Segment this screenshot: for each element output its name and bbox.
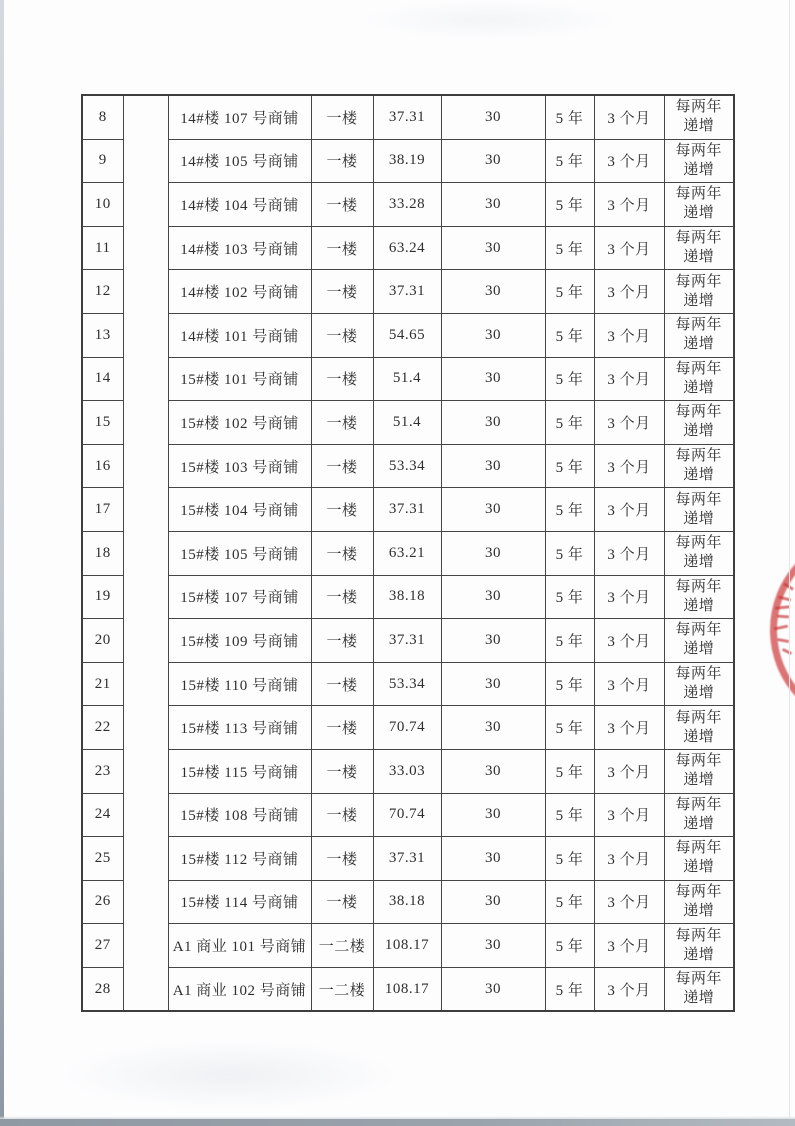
lease-term-cell: 5 年 xyxy=(545,924,594,968)
row-number-cell: 17 xyxy=(82,488,123,532)
floor-cell: 一楼 xyxy=(311,575,373,619)
escalation-line2: 递增 xyxy=(683,815,715,832)
escalation-line1: 每两年 xyxy=(675,535,722,552)
row-number-cell: 15 xyxy=(82,401,123,445)
escalation-cell xyxy=(664,749,734,793)
row-number-cell: 9 xyxy=(82,139,123,183)
escalation-cell xyxy=(664,531,734,575)
value-cell: 30 xyxy=(441,706,545,750)
escalation-line1: 每两年 xyxy=(675,404,722,421)
months-cell: 3 个月 xyxy=(594,967,664,1011)
floor-cell: 一楼 xyxy=(311,488,373,532)
shop-name-cell: 15#楼 114 号商铺 xyxy=(168,880,311,924)
escalation-line1: 每两年 xyxy=(675,666,722,683)
shop-name-cell: 15#楼 101 号商铺 xyxy=(168,357,311,401)
shop-name-cell: 14#楼 101 号商铺 xyxy=(168,313,311,357)
escalation-cell xyxy=(664,444,734,488)
shop-name-cell: 15#楼 115 号商铺 xyxy=(168,749,311,793)
lease-term-cell: 5 年 xyxy=(545,880,594,924)
scan-smudge xyxy=(360,0,620,40)
table-row xyxy=(82,183,734,227)
area-cell: 53.34 xyxy=(373,662,441,706)
escalation-line1: 每两年 xyxy=(675,753,722,770)
table-row xyxy=(82,793,734,837)
escalation-line2: 递增 xyxy=(683,118,715,135)
escalation-line1: 每两年 xyxy=(675,840,722,857)
escalation-line1: 每两年 xyxy=(675,883,722,900)
months-cell: 3 个月 xyxy=(594,488,664,532)
escalation-cell xyxy=(664,924,734,968)
row-number-cell: 28 xyxy=(82,967,123,1011)
escalation-line2: 递增 xyxy=(683,510,715,527)
floor-cell: 一楼 xyxy=(311,531,373,575)
row-number-cell: 25 xyxy=(82,837,123,881)
table-row xyxy=(82,619,734,663)
months-cell: 3 个月 xyxy=(594,95,664,139)
escalation-cell xyxy=(664,967,734,1011)
months-cell: 3 个月 xyxy=(594,793,664,837)
months-cell: 3 个月 xyxy=(594,924,664,968)
lease-term-cell: 5 年 xyxy=(545,662,594,706)
row-number-cell: 14 xyxy=(82,357,123,401)
escalation-line1: 每两年 xyxy=(675,273,722,290)
row-number-cell: 22 xyxy=(82,706,123,750)
escalation-cell xyxy=(664,619,734,663)
escalation-cell xyxy=(664,488,734,532)
row-number-cell: 11 xyxy=(82,226,123,270)
floor-cell: 一楼 xyxy=(311,139,373,183)
row-number-cell: 19 xyxy=(82,575,123,619)
escalation-line1: 每两年 xyxy=(675,360,722,377)
floor-cell: 一二楼 xyxy=(311,924,373,968)
floor-cell: 一楼 xyxy=(311,183,373,227)
scan-edge-right xyxy=(789,0,790,1126)
area-cell: 37.31 xyxy=(373,95,441,139)
escalation-cell xyxy=(664,95,734,139)
table-row xyxy=(82,488,734,532)
escalation-cell xyxy=(664,706,734,750)
floor-cell: 一楼 xyxy=(311,226,373,270)
value-cell: 30 xyxy=(441,488,545,532)
area-cell: 70.74 xyxy=(373,706,441,750)
scan-edge-bottom xyxy=(0,1119,795,1126)
lease-term-cell: 5 年 xyxy=(545,531,594,575)
table-row xyxy=(82,444,734,488)
row-number-cell: 13 xyxy=(82,313,123,357)
row-number-cell: 26 xyxy=(82,880,123,924)
escalation-line2: 递增 xyxy=(683,554,715,571)
row-number-cell: 8 xyxy=(82,95,123,139)
value-cell: 30 xyxy=(441,924,545,968)
floor-cell: 一楼 xyxy=(311,706,373,750)
escalation-line2: 递增 xyxy=(683,423,715,440)
escalation-cell xyxy=(664,313,734,357)
row-number-cell: 12 xyxy=(82,270,123,314)
shop-name-cell: 15#楼 113 号商铺 xyxy=(168,706,311,750)
table-row xyxy=(82,270,734,314)
table-row xyxy=(82,226,734,270)
escalation-cell xyxy=(664,837,734,881)
shop-name-cell: 14#楼 102 号商铺 xyxy=(168,270,311,314)
shop-name-cell: 14#楼 105 号商铺 xyxy=(168,139,311,183)
floor-cell: 一楼 xyxy=(311,749,373,793)
escalation-line2: 递增 xyxy=(683,946,715,963)
shop-name-cell: 15#楼 103 号商铺 xyxy=(168,444,311,488)
lease-term-cell: 5 年 xyxy=(545,575,594,619)
shop-lease-table xyxy=(81,94,735,1012)
floor-cell: 一楼 xyxy=(311,444,373,488)
months-cell: 3 个月 xyxy=(594,270,664,314)
area-cell: 51.4 xyxy=(373,401,441,445)
shop-name-cell: 15#楼 104 号商铺 xyxy=(168,488,311,532)
lease-term-cell: 5 年 xyxy=(545,706,594,750)
lease-term-cell: 5 年 xyxy=(545,488,594,532)
months-cell: 3 个月 xyxy=(594,313,664,357)
shop-name-cell: 14#楼 103 号商铺 xyxy=(168,226,311,270)
merged-group-cell xyxy=(123,95,168,1011)
escalation-cell xyxy=(664,139,734,183)
escalation-cell xyxy=(664,662,734,706)
lease-term-cell: 5 年 xyxy=(545,837,594,881)
escalation-cell xyxy=(664,357,734,401)
area-cell: 37.31 xyxy=(373,270,441,314)
shop-name-cell: 15#楼 102 号商铺 xyxy=(168,401,311,445)
shop-name-cell: 15#楼 109 号商铺 xyxy=(168,619,311,663)
lease-term-cell: 5 年 xyxy=(545,357,594,401)
area-cell: 108.17 xyxy=(373,924,441,968)
area-cell: 33.03 xyxy=(373,749,441,793)
row-number-cell: 27 xyxy=(82,924,123,968)
value-cell: 30 xyxy=(441,357,545,401)
months-cell: 3 个月 xyxy=(594,749,664,793)
floor-cell: 一楼 xyxy=(311,837,373,881)
escalation-cell xyxy=(664,880,734,924)
lease-term-cell: 5 年 xyxy=(545,793,594,837)
lease-term-cell: 5 年 xyxy=(545,226,594,270)
months-cell: 3 个月 xyxy=(594,226,664,270)
lease-term-cell: 5 年 xyxy=(545,313,594,357)
value-cell: 30 xyxy=(441,880,545,924)
escalation-line1: 每两年 xyxy=(675,230,722,247)
lease-term-cell: 5 年 xyxy=(545,444,594,488)
table-row xyxy=(82,662,734,706)
table-row xyxy=(82,313,734,357)
escalation-line2: 递增 xyxy=(683,597,715,614)
value-cell: 30 xyxy=(441,837,545,881)
escalation-line2: 递增 xyxy=(683,990,715,1007)
row-number-cell: 18 xyxy=(82,531,123,575)
escalation-line1: 每两年 xyxy=(675,796,722,813)
floor-cell: 一楼 xyxy=(311,357,373,401)
escalation-line2: 递增 xyxy=(683,292,715,309)
escalation-cell xyxy=(664,793,734,837)
escalation-line1: 每两年 xyxy=(675,927,722,944)
value-cell: 30 xyxy=(441,575,545,619)
value-cell: 30 xyxy=(441,749,545,793)
value-cell: 30 xyxy=(441,95,545,139)
escalation-line1: 每两年 xyxy=(675,317,722,334)
shop-name-cell: 15#楼 110 号商铺 xyxy=(168,662,311,706)
table-row xyxy=(82,967,734,1011)
value-cell: 30 xyxy=(441,313,545,357)
escalation-cell xyxy=(664,401,734,445)
escalation-line1: 每两年 xyxy=(675,971,722,988)
shop-name-cell: 14#楼 107 号商铺 xyxy=(168,95,311,139)
shop-name-cell: A1 商业 102 号商铺 xyxy=(168,967,311,1011)
months-cell: 3 个月 xyxy=(594,401,664,445)
escalation-line2: 递增 xyxy=(683,467,715,484)
area-cell: 54.65 xyxy=(373,313,441,357)
escalation-line2: 递增 xyxy=(683,772,715,789)
row-number-cell: 21 xyxy=(82,662,123,706)
shop-name-cell: 15#楼 108 号商铺 xyxy=(168,793,311,837)
escalation-line1: 每两年 xyxy=(675,622,722,639)
months-cell: 3 个月 xyxy=(594,837,664,881)
shop-table-body xyxy=(82,95,734,1011)
shop-name-cell: 14#楼 104 号商铺 xyxy=(168,183,311,227)
area-cell: 38.18 xyxy=(373,575,441,619)
lease-term-cell: 5 年 xyxy=(545,619,594,663)
area-cell: 37.31 xyxy=(373,837,441,881)
shop-name-cell: 15#楼 112 号商铺 xyxy=(168,837,311,881)
value-cell: 30 xyxy=(441,619,545,663)
floor-cell: 一楼 xyxy=(311,619,373,663)
value-cell: 30 xyxy=(441,793,545,837)
escalation-line2: 递增 xyxy=(683,336,715,353)
row-number-cell: 16 xyxy=(82,444,123,488)
value-cell: 30 xyxy=(441,967,545,1011)
shop-name-cell: 15#楼 105 号商铺 xyxy=(168,531,311,575)
lease-term-cell: 5 年 xyxy=(545,270,594,314)
lease-term-cell: 5 年 xyxy=(545,401,594,445)
lease-term-cell: 5 年 xyxy=(545,95,594,139)
escalation-line2: 递增 xyxy=(683,641,715,658)
escalation-line1: 每两年 xyxy=(675,491,722,508)
escalation-line2: 递增 xyxy=(683,728,715,745)
escalation-line2: 递增 xyxy=(683,205,715,222)
area-cell: 37.31 xyxy=(373,488,441,532)
table-row xyxy=(82,837,734,881)
scan-smudge xyxy=(60,1040,400,1110)
lease-term-cell: 5 年 xyxy=(545,749,594,793)
floor-cell: 一楼 xyxy=(311,313,373,357)
escalation-cell xyxy=(664,575,734,619)
escalation-line1: 每两年 xyxy=(675,448,722,465)
table-row xyxy=(82,139,734,183)
table-row xyxy=(82,575,734,619)
lease-term-cell: 5 年 xyxy=(545,967,594,1011)
months-cell: 3 个月 xyxy=(594,706,664,750)
area-cell: 33.28 xyxy=(373,183,441,227)
area-cell: 51.4 xyxy=(373,357,441,401)
lease-term-cell: 5 年 xyxy=(545,139,594,183)
floor-cell: 一楼 xyxy=(311,270,373,314)
row-number-cell: 23 xyxy=(82,749,123,793)
table-row xyxy=(82,706,734,750)
escalation-line2: 递增 xyxy=(683,379,715,396)
table-row xyxy=(82,95,734,139)
months-cell: 3 个月 xyxy=(594,357,664,401)
shop-name-cell: A1 商业 101 号商铺 xyxy=(168,924,311,968)
area-cell: 37.31 xyxy=(373,619,441,663)
value-cell: 30 xyxy=(441,531,545,575)
escalation-line2: 递增 xyxy=(683,249,715,266)
table-row xyxy=(82,924,734,968)
area-cell: 63.24 xyxy=(373,226,441,270)
area-cell: 108.17 xyxy=(373,967,441,1011)
escalation-line2: 递增 xyxy=(683,859,715,876)
floor-cell: 一楼 xyxy=(311,662,373,706)
months-cell: 3 个月 xyxy=(594,619,664,663)
value-cell: 30 xyxy=(441,183,545,227)
value-cell: 30 xyxy=(441,139,545,183)
escalation-cell xyxy=(664,183,734,227)
months-cell: 3 个月 xyxy=(594,139,664,183)
lease-term-cell: 5 年 xyxy=(545,183,594,227)
table-row xyxy=(82,531,734,575)
table-row xyxy=(82,880,734,924)
floor-cell: 一楼 xyxy=(311,401,373,445)
value-cell: 30 xyxy=(441,401,545,445)
floor-cell: 一楼 xyxy=(311,95,373,139)
value-cell: 30 xyxy=(441,270,545,314)
months-cell: 3 个月 xyxy=(594,880,664,924)
escalation-line1: 每两年 xyxy=(675,99,722,116)
shop-name-cell: 15#楼 107 号商铺 xyxy=(168,575,311,619)
area-cell: 70.74 xyxy=(373,793,441,837)
escalation-line1: 每两年 xyxy=(675,142,722,159)
row-number-cell: 24 xyxy=(82,793,123,837)
row-number-cell: 10 xyxy=(82,183,123,227)
floor-cell: 一楼 xyxy=(311,793,373,837)
escalation-cell xyxy=(664,226,734,270)
floor-cell: 一二楼 xyxy=(311,967,373,1011)
area-cell: 63.21 xyxy=(373,531,441,575)
escalation-cell xyxy=(664,270,734,314)
area-cell: 38.19 xyxy=(373,139,441,183)
table-row xyxy=(82,401,734,445)
escalation-line1: 每两年 xyxy=(675,709,722,726)
value-cell: 30 xyxy=(441,444,545,488)
months-cell: 3 个月 xyxy=(594,531,664,575)
row-number-cell: 20 xyxy=(82,619,123,663)
months-cell: 3 个月 xyxy=(594,662,664,706)
area-cell: 38.18 xyxy=(373,880,441,924)
escalation-line1: 每两年 xyxy=(675,186,722,203)
escalation-line1: 每两年 xyxy=(675,578,722,595)
value-cell: 30 xyxy=(441,662,545,706)
escalation-line2: 递增 xyxy=(683,161,715,178)
scan-edge-left xyxy=(0,0,4,1126)
floor-cell: 一楼 xyxy=(311,880,373,924)
table-row xyxy=(82,749,734,793)
months-cell: 3 个月 xyxy=(594,575,664,619)
months-cell: 3 个月 xyxy=(594,183,664,227)
area-cell: 53.34 xyxy=(373,444,441,488)
escalation-line2: 递增 xyxy=(683,902,715,919)
months-cell: 3 个月 xyxy=(594,444,664,488)
value-cell: 30 xyxy=(441,226,545,270)
table-row xyxy=(82,357,734,401)
escalation-line2: 递增 xyxy=(683,685,715,702)
